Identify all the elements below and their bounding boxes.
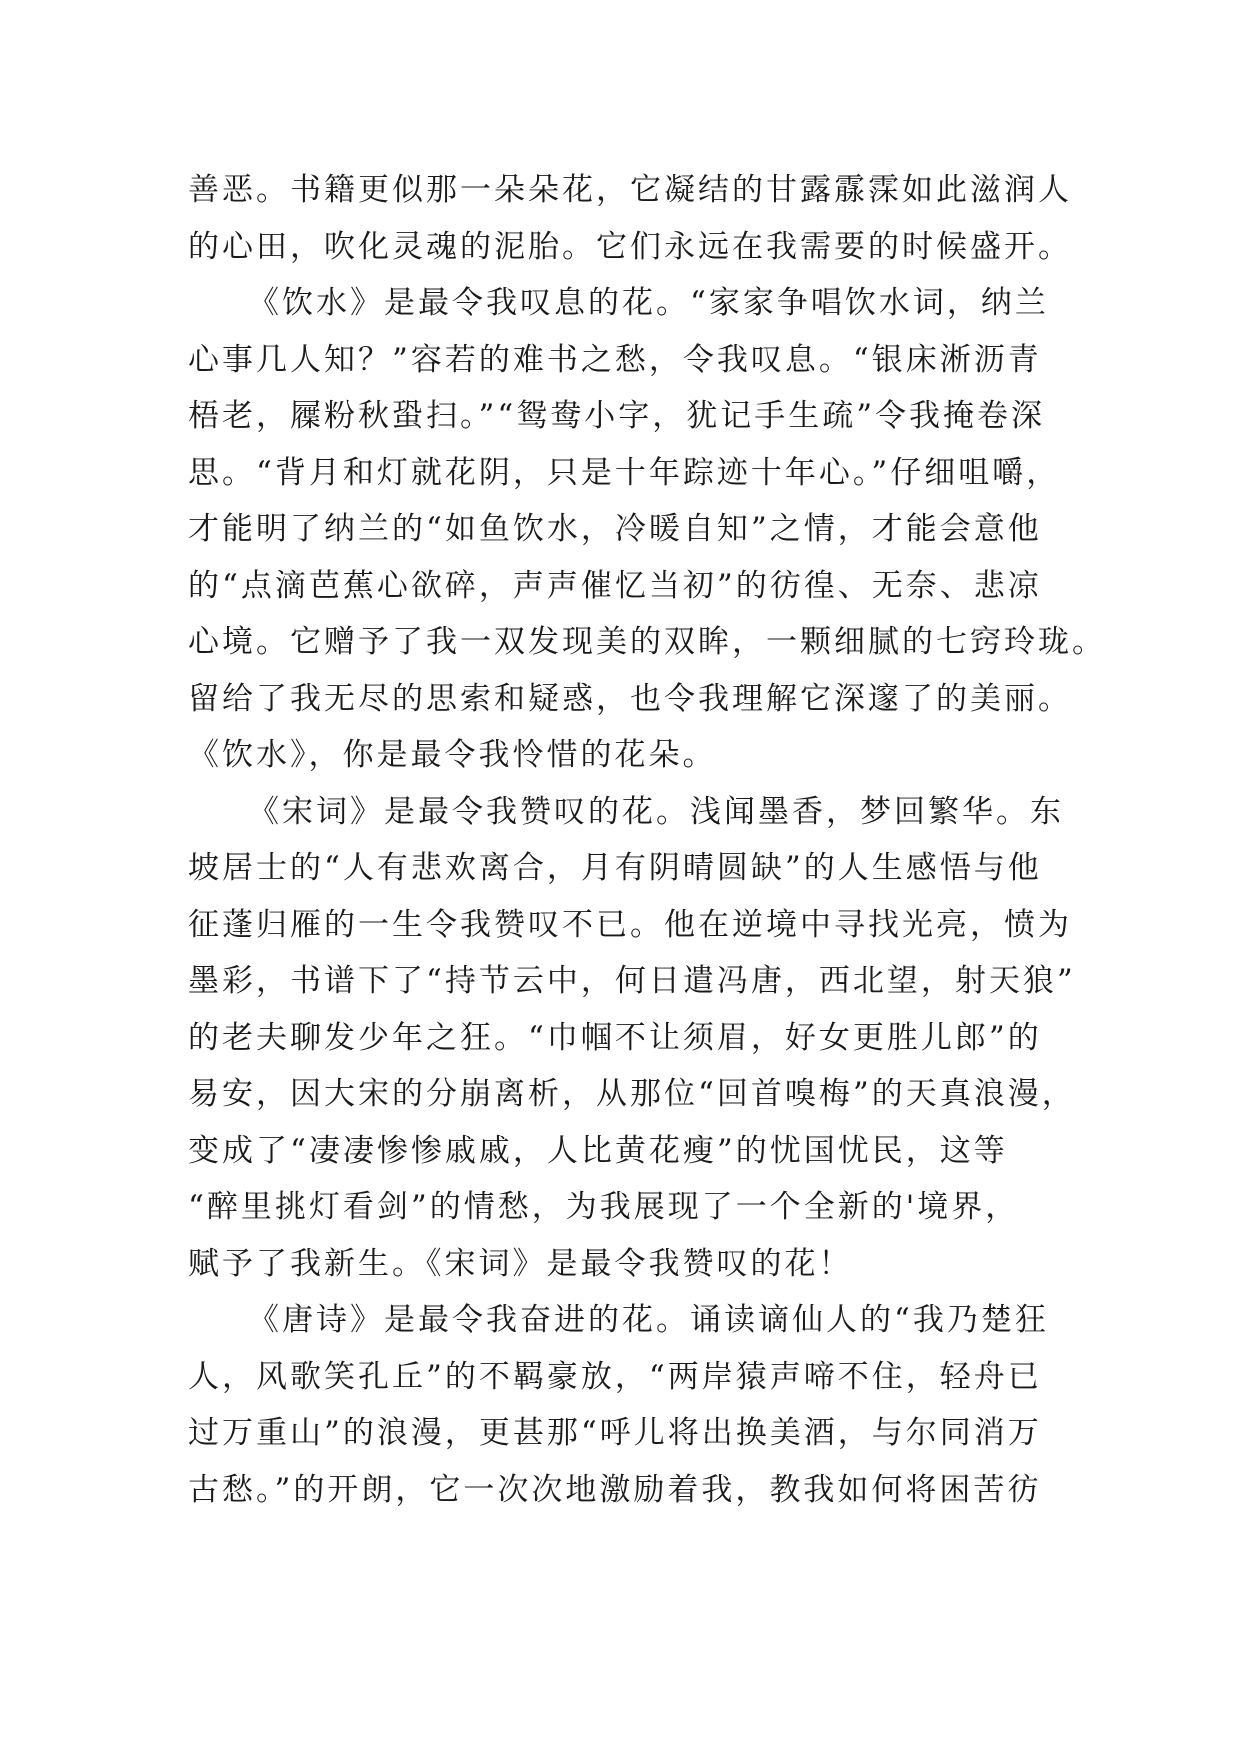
text-line: 变成了“凄凄惨惨戚戚，人比黄花瘦”的忧国忧民，这等 [188, 1132, 1008, 1169]
text-line: 善恶。书籍更似那一朵朵花，它凝结的甘露霡霂如此滋润人 [188, 172, 1072, 208]
text-line: 心事几人知？”容若的难书之愁，令我叹息。“银床淅沥青 [188, 341, 1042, 378]
text-line: 的“点滴芭蕉心欲碎，声声催忆当初”的彷徨、无奈、悲凉 [188, 567, 1042, 604]
text-line: 梧老，屧粉秋蛩扫。”“鸳鸯小字，犹记手生疏”令我掩卷深 [188, 398, 1046, 434]
text-line: 《饮水》是最令我叹息的花。“家家争唱饮水词，纳兰 [248, 285, 1049, 321]
text-line: 古愁。”的开朗，它一次次地激励着我，教我如何将困苦彷 [188, 1471, 1042, 1508]
text-line: 的老夫聊发少年之狂。“巾帼不让须眉，好女更胜儿郎”的 [188, 1019, 1042, 1056]
text-line: 思。“背月和灯就花阴，只是十年踪迹十年心。”仔细咀嚼， [188, 454, 1061, 491]
text-line: “醉里挑灯看剑”的情愁，为我展现了一个全新的'境界， [188, 1189, 1020, 1225]
text-line: 赋予了我新生。《宋词》是最令我赞叹的花！ [188, 1245, 853, 1282]
text-line: 坡居士的“人有悲欢离合，月有阴晴圆缺”的人生感悟与他 [188, 850, 1042, 886]
text-line: 易安，因大宋的分崩离析，从那位“回首嗅梅”的天真浪漫， [188, 1076, 1076, 1112]
text-line: 《宋词》是最令我赞叹的花。浅闻墨香，梦回繁华。东 [248, 793, 1064, 830]
text-line: 留给了我无尽的思索和疑惑，也令我理解它深邃了的美丽。 [188, 680, 1072, 717]
text-line: 墨彩，书谱下了“持节云中，何日遣冯唐，西北望，射天狼” [188, 963, 1076, 999]
text-line: 过万重山”的浪漫，更甚那“呼儿将出换美酒，与尔同消万 [188, 1415, 1042, 1451]
text-line: 《饮水》，你是最令我怜惜的花朵。 [188, 737, 717, 773]
text-line: 《唐诗》是最令我奋进的花。诵读谪仙人的“我乃楚狂 [248, 1302, 1049, 1338]
text-line: 才能明了纳兰的“如鱼饮水，冷暖自知”之情，才能会意他 [188, 511, 1042, 547]
document-body [188, 162, 1106, 1518]
text-line: 心境。它赠予了我一双发现美的双眸，一颗细腻的七窍玲珑。 [188, 624, 1106, 660]
text-line: 征蓬归雁的一生令我赞叹不已。他在逆境中寻找光亮，愤为 [188, 906, 1072, 943]
text-line: 的心田，吹化灵魂的泥胎。它们永远在我需要的时候盛开。 [188, 228, 1072, 265]
text-line: 人，风歌笑孔丘”的不羁豪放，“两岸猿声啼不住，轻舟已 [188, 1358, 1042, 1395]
